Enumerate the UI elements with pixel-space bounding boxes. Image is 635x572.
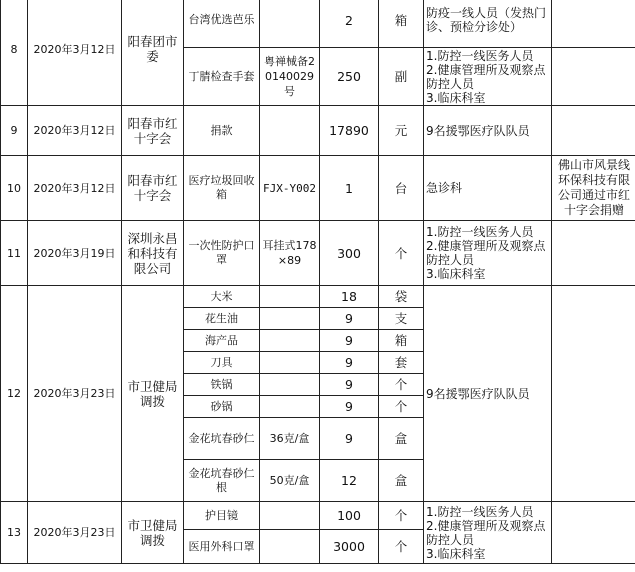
spec-cell [260, 374, 320, 396]
item-name-cell: 刀具 [184, 352, 260, 374]
item-name-cell: 捐款 [184, 106, 260, 156]
quantity-cell: 12 [320, 460, 379, 502]
item-name-cell: 医疗垃圾回收箱 [184, 156, 260, 221]
unit-cell: 个 [379, 530, 424, 564]
item-name-cell: 医用外科口罩 [184, 530, 260, 564]
spec-cell: FJX-Y002 [260, 156, 320, 221]
row-number: 9 [1, 106, 28, 156]
note-cell [552, 286, 635, 502]
date-cell: 2020年3月23日 [28, 286, 122, 502]
quantity-cell: 9 [320, 330, 379, 352]
date-cell: 2020年3月12日 [28, 0, 122, 106]
quantity-cell: 2 [320, 0, 379, 48]
donor-cell: 市卫健局调拨 [122, 286, 184, 502]
spec-cell [260, 502, 320, 530]
spec-cell: 耳挂式178×89 [260, 221, 320, 286]
unit-cell: 箱 [379, 0, 424, 48]
item-name-cell: 金花坑春砂仁 [184, 418, 260, 460]
table-row [1, 156, 635, 221]
item-name-cell: 台湾优选芭乐 [184, 0, 260, 48]
recipient-cell: 1.防控一线医务人员 2.健康管理所及观察点防控人员 3.临床科室 [424, 502, 552, 564]
quantity-cell: 9 [320, 396, 379, 418]
unit-cell: 支 [379, 308, 424, 330]
note-cell [552, 48, 635, 106]
spec-cell [260, 286, 320, 308]
unit-cell: 袋 [379, 286, 424, 308]
spec-cell [260, 530, 320, 564]
unit-cell: 套 [379, 352, 424, 374]
donor-cell: 深圳永昌和科技有限公司 [122, 221, 184, 286]
note-cell [552, 106, 635, 156]
item-name-cell: 护目镜 [184, 502, 260, 530]
recipient-cell: 1.防控一线医务人员 2.健康管理所及观察点防控人员 3.临床科室 [424, 221, 552, 286]
row-number: 11 [1, 221, 28, 286]
date-cell: 2020年3月12日 [28, 106, 122, 156]
donor-cell: 阳春团市委 [122, 0, 184, 106]
table-row [1, 106, 635, 156]
recipient-cell: 9名援鄂医疗队队员 [424, 286, 552, 502]
unit-cell: 个 [379, 221, 424, 286]
quantity-cell: 1 [320, 156, 379, 221]
unit-cell: 个 [379, 396, 424, 418]
table-row [1, 502, 635, 530]
spec-cell: 粤禅械备20140029号 [260, 48, 320, 106]
note-cell: 佛山市风景线环保科技有限公司通过市红十字会捐赠 [552, 156, 635, 221]
row-number: 8 [1, 0, 28, 106]
spec-cell: 50克/盒 [260, 460, 320, 502]
item-name-cell: 一次性防护口罩 [184, 221, 260, 286]
unit-cell: 个 [379, 374, 424, 396]
row-number: 12 [1, 286, 28, 502]
unit-cell: 盒 [379, 418, 424, 460]
note-cell [552, 502, 635, 564]
donor-cell: 阳春市红十字会 [122, 156, 184, 221]
item-name-cell: 海产品 [184, 330, 260, 352]
date-cell: 2020年3月12日 [28, 156, 122, 221]
unit-cell: 副 [379, 48, 424, 106]
unit-cell: 台 [379, 156, 424, 221]
item-name-cell: 丁腈检查手套 [184, 48, 260, 106]
quantity-cell: 300 [320, 221, 379, 286]
quantity-cell: 9 [320, 352, 379, 374]
spec-cell [260, 106, 320, 156]
table-row [1, 221, 635, 286]
unit-cell: 箱 [379, 330, 424, 352]
spec-cell [260, 0, 320, 48]
item-name-cell: 砂锅 [184, 396, 260, 418]
recipient-cell: 9名援鄂医疗队队员 [424, 106, 552, 156]
item-name-cell: 铁锅 [184, 374, 260, 396]
note-cell [552, 221, 635, 286]
date-cell: 2020年3月23日 [28, 502, 122, 564]
quantity-cell: 100 [320, 502, 379, 530]
donor-cell: 阳春市红十字会 [122, 106, 184, 156]
spec-cell [260, 308, 320, 330]
quantity-cell: 9 [320, 418, 379, 460]
quantity-cell: 250 [320, 48, 379, 106]
row-number: 10 [1, 156, 28, 221]
table-row [1, 0, 635, 48]
spec-cell: 36克/盒 [260, 418, 320, 460]
date-cell: 2020年3月19日 [28, 221, 122, 286]
spec-cell [260, 352, 320, 374]
unit-cell: 个 [379, 502, 424, 530]
recipient-cell: 1.防控一线医务人员 2.健康管理所及观察点防控人员 3.临床科室 [424, 48, 552, 106]
item-name-cell: 花生油 [184, 308, 260, 330]
spec-cell [260, 330, 320, 352]
unit-cell: 盒 [379, 460, 424, 502]
note-cell [552, 0, 635, 48]
quantity-cell: 9 [320, 374, 379, 396]
recipient-cell: 防疫一线人员（发热门诊、预检分诊处） [424, 0, 552, 48]
item-name-cell: 大米 [184, 286, 260, 308]
table-row [1, 286, 635, 308]
donor-cell: 市卫健局调拨 [122, 502, 184, 564]
quantity-cell: 18 [320, 286, 379, 308]
item-name-cell: 金花坑春砂仁根 [184, 460, 260, 502]
quantity-cell: 9 [320, 308, 379, 330]
unit-cell: 元 [379, 106, 424, 156]
row-number: 13 [1, 502, 28, 564]
recipient-cell: 急诊科 [424, 156, 552, 221]
quantity-cell: 3000 [320, 530, 379, 564]
quantity-cell: 17890 [320, 106, 379, 156]
spec-cell [260, 396, 320, 418]
